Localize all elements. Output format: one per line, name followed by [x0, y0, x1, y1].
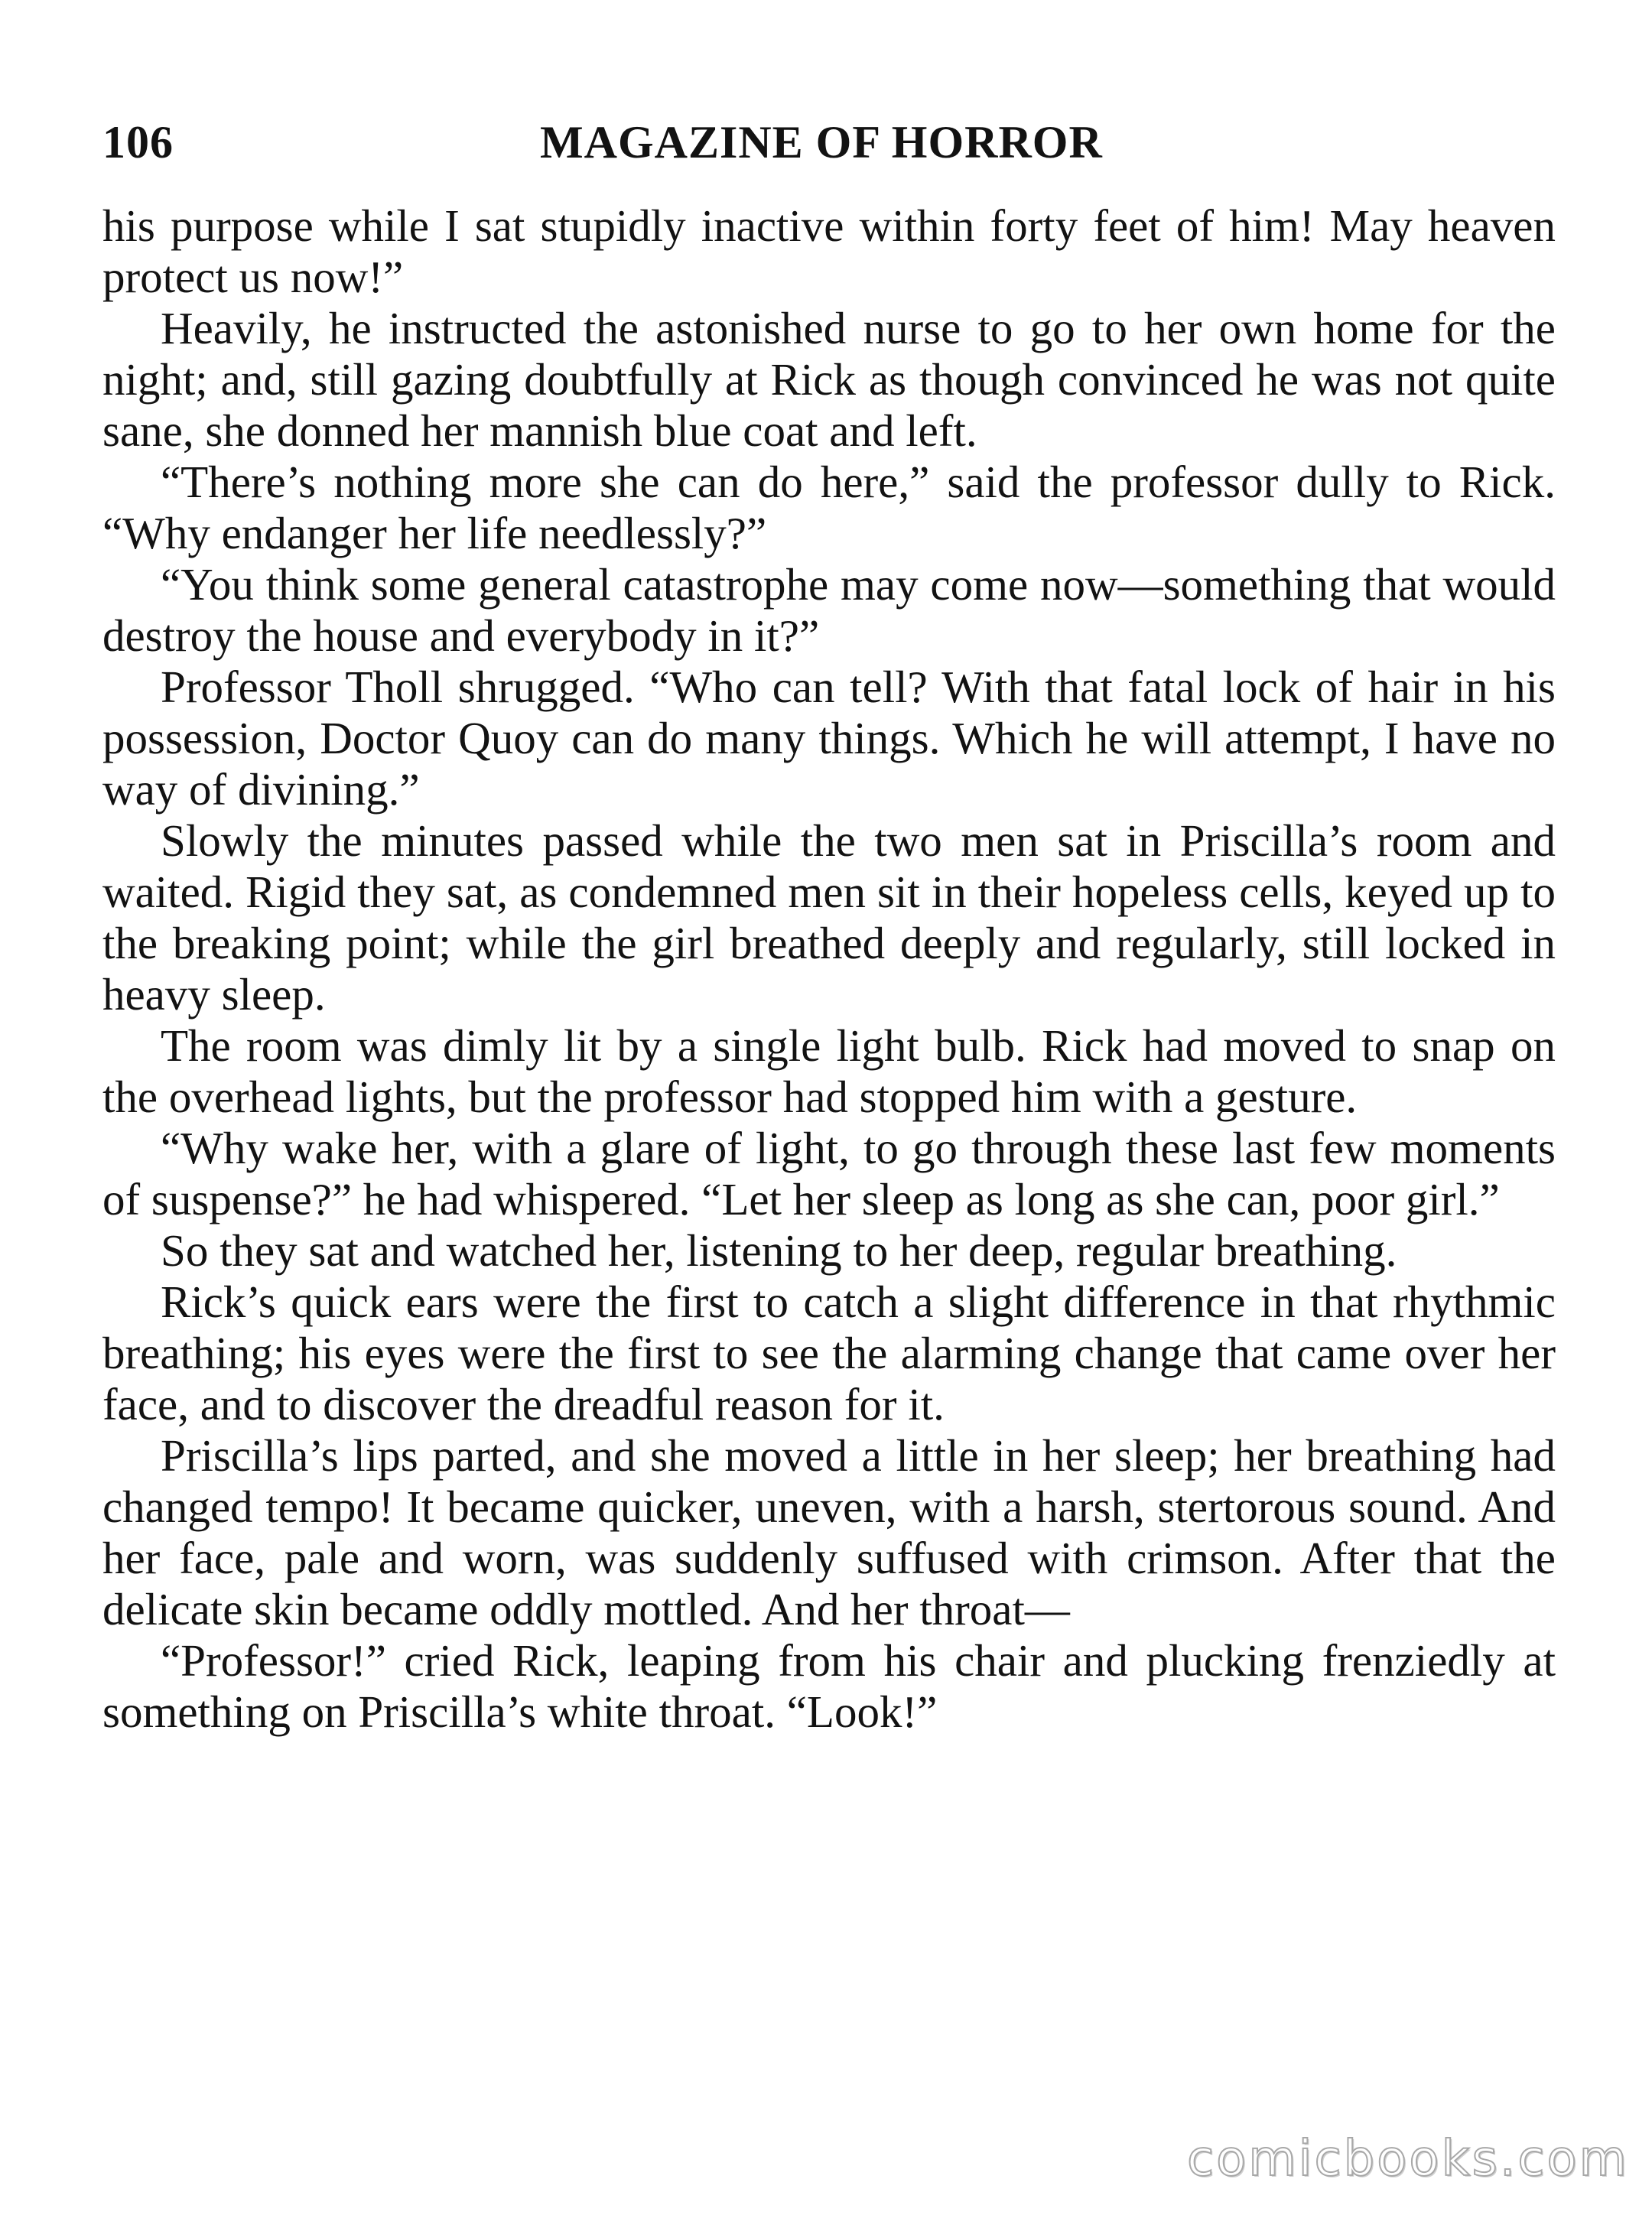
- paragraph: Slowly the minutes passed while the two men sat in Priscilla’s room and waited. Rigid they sat, as condemned men sit in their hopeless cells, keyed up to the breaking point; while the girl breathed deeply and regularly, still locked in heavy sleep.: [102, 815, 1556, 1020]
- paragraph: his purpose while I sat stupidly inactive within forty feet of him! May heaven protect us now!”: [102, 200, 1556, 302]
- paragraph: “Professor!” cried Rick, leaping from his chair and plucking frenziedly at something on Priscilla’s white throat. “Look!”: [102, 1635, 1556, 1737]
- running-title: MAGAZINE OF HORROR: [540, 117, 1103, 167]
- paragraph: Rick’s quick ears were the first to catch a slight difference in that rhythmic breathing; his eyes were the first to see the alarming change that came over her face, and to discover the dreadful reason for it.: [102, 1276, 1556, 1429]
- paragraph: So they sat and watched her, listening to her deep, regular breathing.: [161, 1225, 1397, 1276]
- paragraph: “Why wake her, with a glare of light, to go through these last few moments of suspense?” he had whispered. “Let her sleep as long as she can, poor girl.”: [102, 1123, 1556, 1224]
- paragraph: The room was dimly lit by a single light bulb. Rick had moved to snap on the overhead lights, but the professor had stopped him with a gesture.: [102, 1020, 1556, 1122]
- page-header: [102, 116, 1556, 185]
- paragraph: Priscilla’s lips parted, and she moved a little in her sleep; her breathing had changed tempo! It became quicker, uneven, with a harsh, stertorous sound. And her face, pale and worn, was suddenly suffused with crimson. After that the delicate skin became oddly mottled. And her throat—: [102, 1430, 1556, 1634]
- page-number: 106: [102, 117, 174, 167]
- paragraph: Heavily, he instructed the astonished nurse to go to her own home for the night; and, still gazing doubtfully at Rick as though convinced he was not quite sane, she donned her mannish blue coat and left.: [102, 303, 1556, 456]
- story-text: [102, 200, 1556, 1738]
- paragraph: “There’s nothing more she can do here,” said the professor dully to Rick. “Why endanger her life needlessly?”: [102, 457, 1556, 558]
- watermark: comicbooks.com: [1186, 2131, 1629, 2187]
- paragraph: Professor Tholl shrugged. “Who can tell? With that fatal lock of hair in his possession, Doctor Quoy can do many things. Which he will attempt, I have no way of divining.”: [102, 662, 1556, 815]
- paragraph: “You think some general catastrophe may come now—something that would destroy the house and everybody in it?”: [102, 559, 1556, 661]
